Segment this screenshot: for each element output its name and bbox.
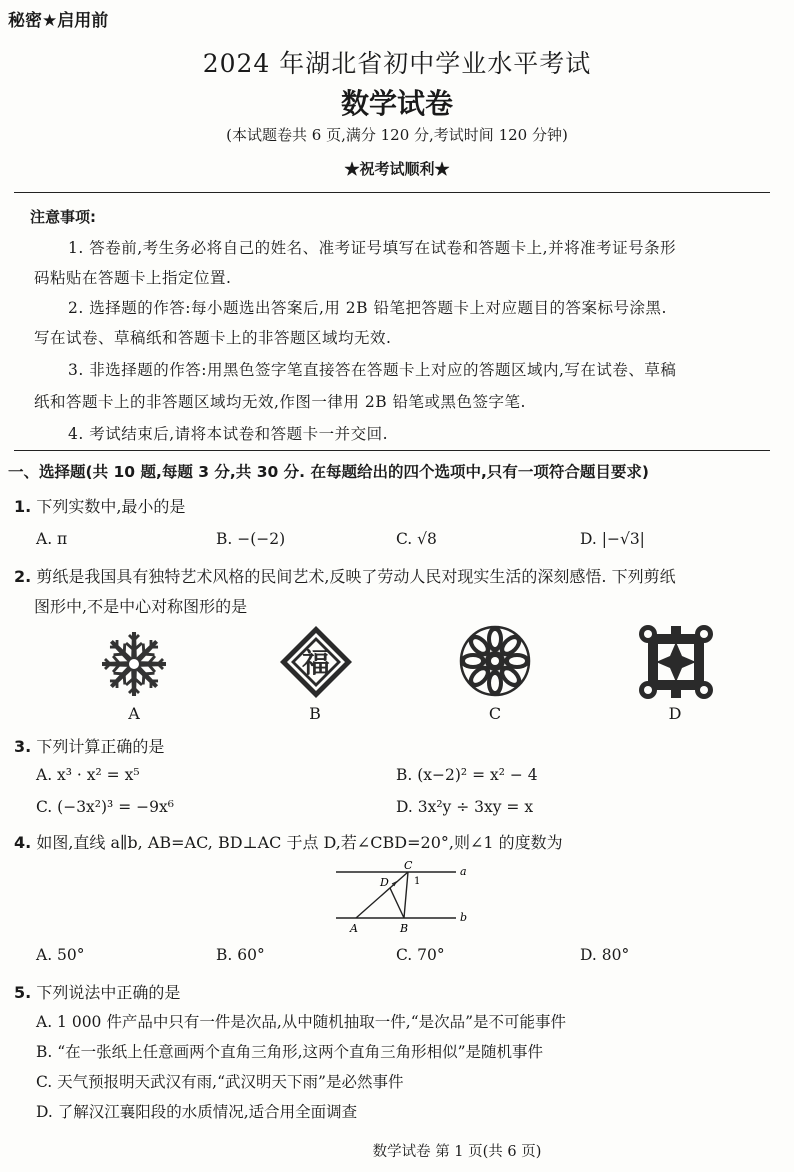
question-stem: 下列说法中正确的是 — [36, 983, 181, 1002]
exam-title: 2024 年湖北省初中学业水平考试 — [202, 49, 592, 78]
notice-line: 2. 选择题的作答:每小题选出答案后,用 2B 铅笔把答题卡上对应题目的答案标号涂黑. — [68, 299, 667, 317]
segment-bd — [390, 888, 404, 918]
q4-option-c: C. 70° — [396, 946, 445, 964]
q3-option-b: B. (x−2)² = x² − 4 — [396, 766, 538, 784]
q5-option-c: C. 天气预报明天武汉有雨,“武汉明天下雨”是必然事件 — [36, 1073, 404, 1091]
question-number: 1. — [14, 497, 32, 516]
question-stem: 如图,直线 a∥b, AB=AC, BD⊥AC 于点 D,若∠CBD=20°,则∠1 的度数为 — [36, 833, 563, 852]
notice-line: 4. 考试结束后,请将本试卷和答题卡一并交回. — [68, 425, 389, 443]
secret-mark: 秘密★启用前 — [8, 11, 109, 31]
fu-character: 福 — [301, 646, 331, 679]
papercut-a-snowflake — [98, 628, 170, 700]
question-stem: 下列实数中,最小的是 — [36, 497, 186, 516]
papercut-b-fu — [278, 624, 354, 700]
exam-meta: (本试题卷共 6 页,满分 120 分,考试时间 120 分钟) — [226, 126, 568, 144]
notice-line: 3. 非选择题的作答:用黑色签字笔直接答在答题卡上对应的答题区域内,写在试卷、草稿 — [68, 361, 677, 379]
notice-line: 1. 答卷前,考生务必将自己的姓名、准考证号填写在试卷和答题卡上,并将准考证号条形 — [68, 239, 677, 257]
question-stem: 剪纸是我国具有独特艺术风格的民间艺术,反映了劳动人民对现实生活的深刻感悟. 下列剪纸 — [36, 567, 676, 586]
q4-option-b: B. 60° — [216, 946, 265, 964]
notice-line: 纸和答题卡上的非答题区域均无效,作图一律用 2B 铅笔或黑色签字笔. — [34, 393, 526, 411]
q1-option-b: B. −(−2) — [216, 530, 286, 548]
figure-label-c: C — [488, 704, 502, 723]
papercut-c-flower — [456, 622, 534, 700]
question-stem-cont: 图形中,不是中心对称图形的是 — [34, 597, 248, 616]
q4-option-d: D. 80° — [580, 946, 630, 964]
question-4 — [14, 830, 563, 853]
label-b-line: b — [460, 911, 468, 924]
notice-line: 写在试卷、草稿纸和答题卡上的非答题区域均无效. — [34, 329, 392, 347]
q3-option-c: C. (−3x²)³ = −9x⁶ — [36, 798, 174, 816]
question-number: 2. — [14, 567, 32, 586]
question-2 — [14, 564, 676, 587]
question-5 — [14, 980, 180, 1003]
q1-option-c: C. √8 — [396, 530, 437, 548]
label-d: D — [380, 876, 389, 889]
figure-label-b: B — [309, 704, 321, 723]
notice-heading: 注意事项: — [30, 208, 96, 226]
notice-line: 码粘贴在答题卡上指定位置. — [34, 269, 232, 287]
papercut-d-square — [638, 624, 714, 700]
question-number: 3. — [14, 737, 32, 756]
q3-option-a: A. x³ · x² = x⁵ — [36, 766, 140, 784]
q5-option-d: D. 了解汉江襄阳段的水质情况,适合用全面调查 — [36, 1103, 358, 1121]
q1-option-a: A. π — [36, 530, 68, 548]
question-1 — [14, 494, 185, 517]
question-number: 4. — [14, 833, 32, 852]
segment-bc — [404, 872, 408, 918]
divider-notice — [14, 450, 770, 451]
exam-wish: ★祝考试顺利★ — [344, 160, 450, 178]
figure-label-d: D — [668, 704, 682, 723]
question-stem: 下列计算正确的是 — [36, 737, 165, 756]
q5-option-a: A. 1 000 件产品中只有一件是次品,从中随机抽取一件,“是次品”是不可能事件 — [36, 1013, 567, 1031]
label-point-a: A — [350, 922, 358, 935]
q1-option-d: D. |−√3| — [580, 530, 645, 548]
label-angle-1: 1 — [414, 876, 421, 887]
divider-top — [14, 192, 770, 193]
question-number: 5. — [14, 983, 32, 1002]
question-3 — [14, 734, 164, 757]
exam-subject: 数学试卷 — [340, 87, 453, 120]
label-c: C — [404, 859, 413, 872]
geometry-figure — [334, 858, 474, 936]
label-a-line: a — [460, 865, 467, 878]
section-title: 一、选择题(共 10 题,每题 3 分,共 30 分. 在每题给出的四个选项中,只有一项符合题目要求) — [8, 463, 649, 481]
page-footer: 数学试卷 第 1 页(共 6 页) — [372, 1144, 542, 1160]
label-point-b: B — [400, 922, 409, 935]
q3-option-d: D. 3x²y ÷ 3xy = x — [396, 798, 534, 816]
figure-label-a: A — [128, 704, 140, 723]
q4-option-a: A. 50° — [36, 946, 85, 964]
q5-option-b: B. “在一张纸上任意画两个直角三角形,这两个直角三角形相似”是随机事件 — [36, 1043, 544, 1061]
